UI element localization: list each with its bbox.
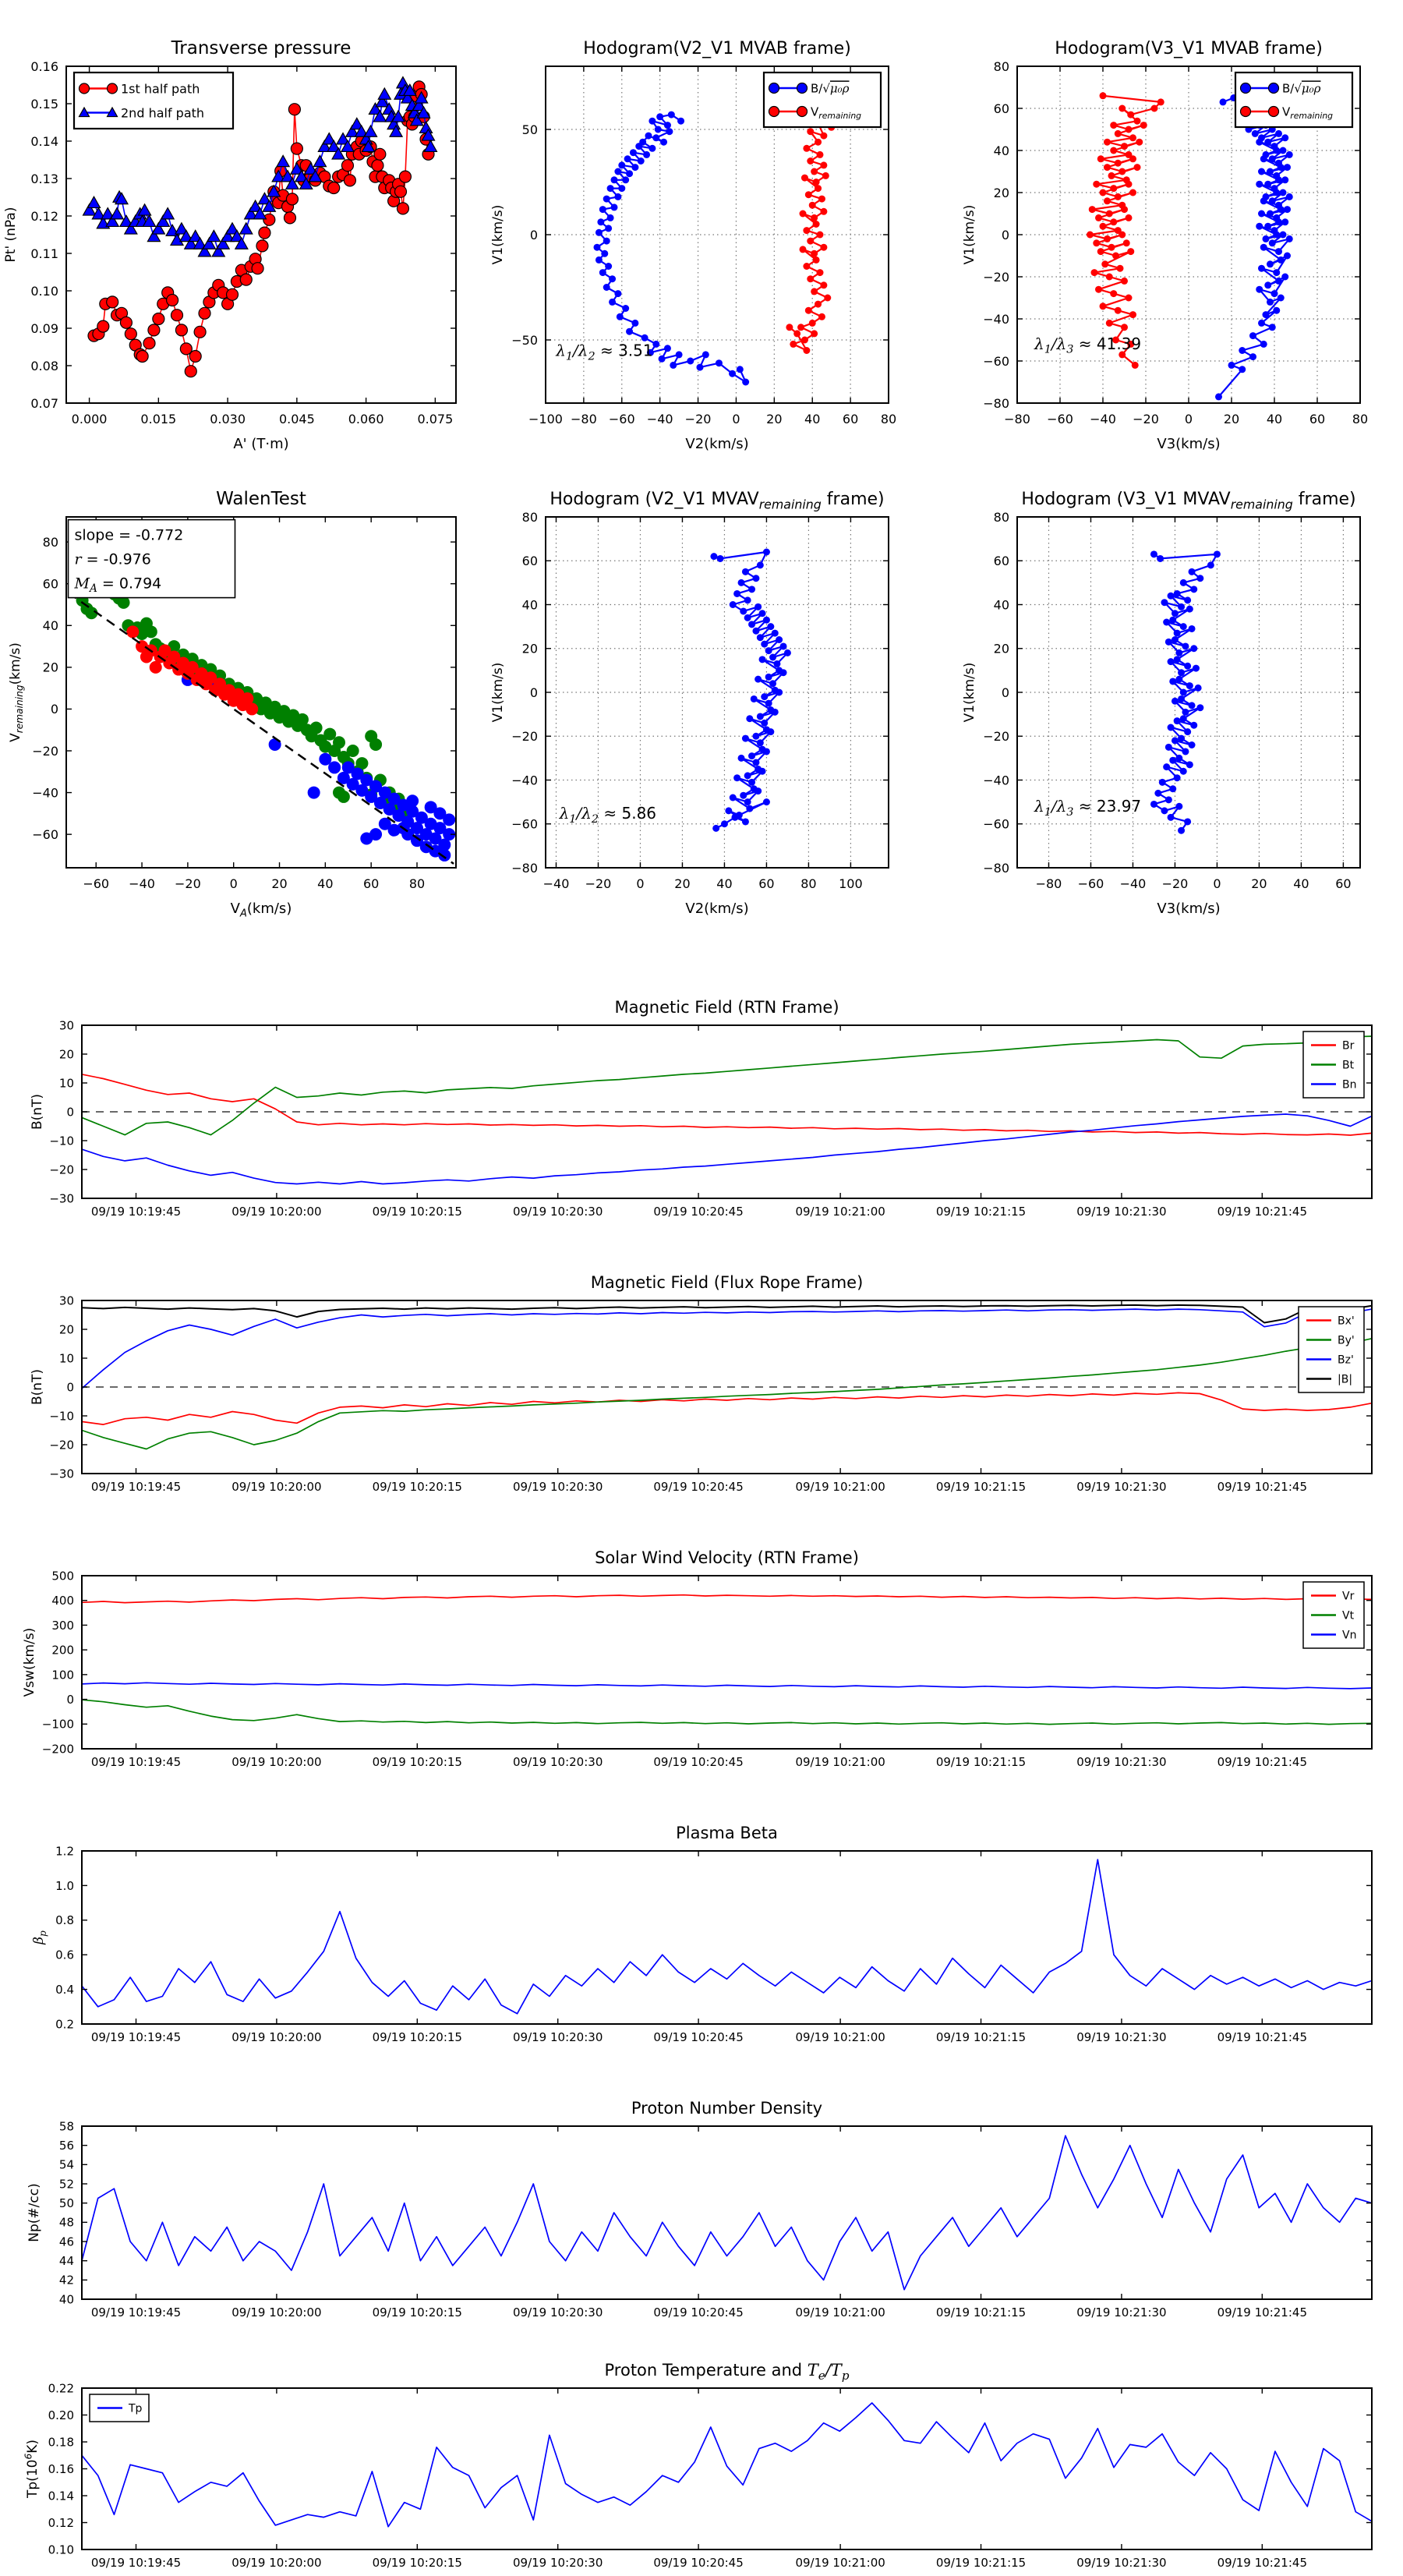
x-tick-label: 09/19 10:21:45 (1217, 2030, 1308, 2044)
y-axis-label: V1(km/s) (490, 662, 506, 723)
y-axis-label: V1(km/s) (962, 204, 977, 265)
y-axis-label: V1(km/s) (962, 662, 977, 723)
y-tick-label: −20 (983, 269, 1009, 285)
y-tick-label: 0 (1001, 227, 1009, 242)
x-tick-label: −20 (585, 876, 612, 891)
y-tick-label: −80 (983, 395, 1009, 411)
y-axis-label: B(nT) (30, 1093, 45, 1131)
x-tick-label: 09/19 10:21:15 (935, 1205, 1027, 1219)
x-tick-label: 0.045 (278, 412, 315, 426)
x-tick-label: 09/19 10:20:45 (653, 1755, 744, 1769)
x-tick-label: 09/19 10:21:00 (795, 2305, 885, 2319)
annotation-line: $M_A = 0.794$ (74, 575, 162, 596)
x-tick-label: 09/19 10:21:45 (1217, 2556, 1308, 2570)
x-tick-label: 09/19 10:21:30 (1076, 1205, 1167, 1219)
x-tick-label: 09/19 10:20:15 (372, 2305, 462, 2319)
y-tick-label: 50 (58, 2196, 74, 2211)
y-tick-label: 54 (58, 2157, 74, 2172)
x-axis-label: V3(km/s) (1157, 901, 1221, 917)
y-axis-label: B(nT) (30, 1368, 45, 1406)
legend-label: Bx' (1338, 1315, 1355, 1328)
legend-label: $V_{remaining}$ (1282, 104, 1334, 121)
x-tick-label: 09/19 10:21:45 (1217, 1480, 1308, 1494)
x-tick-label: 40 (317, 876, 334, 891)
x-tick-label: 0.060 (348, 412, 384, 426)
annotation-text: $\lambda_1/\lambda_3 \approx 23.97$ (1034, 797, 1142, 819)
y-tick-label: 80 (521, 509, 538, 525)
x-tick-label: 09/19 10:19:45 (90, 2556, 182, 2570)
y-tick-label: 0.8 (55, 1913, 74, 1928)
y-tick-label: 0.13 (30, 171, 58, 186)
y-tick-label: 20 (993, 641, 1009, 656)
x-tick-label: 0 (1213, 876, 1221, 891)
panel-title: Hodogram(V2_V1 MVAB frame) (583, 39, 851, 58)
y-tick-label: 0.15 (30, 96, 58, 111)
x-axis-label: $V_A(km/s)$ (230, 901, 292, 920)
y-tick-label: 20 (58, 1047, 74, 1062)
y-axis-label: V1(km/s) (490, 204, 506, 265)
legend-label: Vt (1342, 1609, 1355, 1622)
x-tick-label: 80 (1352, 412, 1369, 426)
y-tick-label: 0.20 (48, 2408, 74, 2422)
x-tick-label: 09/19 10:20:45 (653, 2030, 744, 2044)
y-tick-label: 0 (66, 1692, 74, 1707)
y-tick-label: 0 (529, 227, 538, 242)
x-tick-label: −80 (571, 412, 597, 426)
x-tick-label: 0.075 (417, 412, 454, 426)
x-tick-label: 20 (766, 412, 783, 426)
y-tick-label: 0.6 (55, 1948, 74, 1962)
y-tick-label: 400 (51, 1594, 74, 1608)
y-tick-label: 60 (521, 554, 538, 569)
x-tick-label: 09/19 10:20:30 (513, 1480, 603, 1494)
legend-label: $V_{remaining}$ (811, 104, 862, 121)
x-tick-label: 09/19 10:21:30 (1076, 2556, 1167, 2570)
x-tick-label: 80 (408, 876, 426, 891)
x-tick-label: 09/19 10:21:45 (1217, 1755, 1308, 1769)
y-tick-label: 0 (66, 1105, 74, 1120)
y-tick-label: −30 (49, 1191, 74, 1206)
legend-label: Bn (1342, 1078, 1357, 1092)
y-tick-label: 20 (993, 185, 1009, 200)
y-axis-label: Np(#/cc) (27, 2183, 42, 2242)
x-tick-label: −20 (1133, 412, 1159, 426)
x-tick-label: 09/19 10:20:30 (513, 1755, 603, 1769)
x-tick-label: 80 (880, 412, 897, 426)
y-tick-label: 40 (521, 597, 538, 613)
y-tick-label: −60 (32, 826, 58, 842)
x-tick-label: 09/19 10:21:15 (935, 1755, 1027, 1769)
y-tick-label: −20 (32, 743, 58, 759)
x-tick-label: 60 (1335, 876, 1352, 891)
y-tick-label: −200 (41, 1742, 74, 1757)
x-tick-label: 09/19 10:20:00 (231, 2030, 322, 2044)
y-tick-label: 44 (58, 2254, 74, 2269)
annotation-text: $\lambda_1/\lambda_3 \approx 41.39$ (1034, 334, 1142, 356)
legend-label: Bt (1342, 1059, 1355, 1072)
legend-label: Br (1342, 1039, 1355, 1053)
x-tick-label: 0.015 (140, 412, 177, 426)
legend (1299, 1307, 1364, 1392)
y-tick-label: 0 (66, 1380, 74, 1395)
y-tick-label: 10 (58, 1351, 74, 1366)
y-tick-label: 56 (58, 2139, 74, 2153)
y-tick-label: 48 (58, 2215, 74, 2230)
y-tick-label: 1.0 (55, 1878, 74, 1893)
x-tick-label: 09/19 10:20:00 (231, 1480, 322, 1494)
x-tick-label: 09/19 10:21:45 (1217, 2305, 1308, 2319)
legend-label: By' (1338, 1334, 1355, 1347)
legend-label: Tp (129, 2402, 143, 2415)
legend (764, 73, 881, 127)
y-tick-label: −100 (41, 1717, 74, 1732)
panel-title: Magnetic Field (RTN Frame) (614, 998, 839, 1017)
x-tick-label: 09/19 10:21:30 (1076, 1755, 1167, 1769)
legend (1303, 1582, 1364, 1648)
y-tick-label: 52 (58, 2177, 74, 2192)
y-tick-label: −20 (983, 729, 1009, 745)
x-tick-label: −20 (174, 876, 201, 891)
y-tick-label: 40 (58, 2292, 74, 2307)
legend-label: 1st half path (121, 81, 200, 97)
y-tick-label: 0.22 (48, 2381, 74, 2396)
legend (74, 73, 233, 129)
x-tick-label: 09/19 10:21:45 (1217, 1205, 1308, 1219)
x-tick-label: −20 (1161, 876, 1189, 891)
x-tick-label: 09/19 10:21:30 (1076, 2305, 1167, 2319)
y-tick-label: 20 (42, 660, 58, 675)
legend (90, 2394, 149, 2422)
x-tick-label: 09/19 10:20:00 (231, 1205, 322, 1219)
y-tick-label: 0.2 (55, 2017, 74, 2032)
y-tick-label: −60 (983, 816, 1009, 832)
x-tick-label: 09/19 10:20:15 (372, 2556, 462, 2570)
x-tick-label: 09/19 10:19:45 (90, 2305, 182, 2319)
x-tick-label: −40 (129, 876, 155, 891)
x-tick-label: 40 (1266, 412, 1283, 426)
x-tick-label: 09/19 10:20:45 (653, 1205, 744, 1219)
panel-title: Hodogram(V3_V1 MVAB frame) (1055, 39, 1323, 58)
x-tick-label: −60 (1077, 876, 1104, 891)
y-tick-label: −60 (983, 353, 1009, 369)
legend-label: 2nd half path (121, 105, 205, 121)
y-tick-label: 0.12 (48, 2515, 74, 2530)
annotation-line: r = -0.976 (74, 550, 151, 568)
y-tick-label: 40 (993, 597, 1009, 613)
y-tick-label: 80 (993, 58, 1009, 74)
y-tick-label: 0.14 (30, 133, 58, 149)
x-tick-label: 40 (716, 876, 733, 891)
y-tick-label: −10 (49, 1409, 74, 1424)
x-tick-label: 09/19 10:20:15 (372, 1755, 462, 1769)
y-tick-label: 60 (42, 576, 58, 592)
y-tick-label: 58 (58, 2119, 74, 2134)
x-tick-label: 09/19 10:20:00 (231, 1755, 322, 1769)
y-tick-label: −80 (983, 860, 1009, 876)
y-tick-label: 0.14 (48, 2489, 74, 2503)
x-tick-label: 09/19 10:21:00 (795, 2556, 885, 2570)
y-tick-label: 46 (58, 2235, 74, 2249)
x-tick-label: −40 (1090, 412, 1116, 426)
x-tick-label: 60 (362, 876, 380, 891)
panel-title: Hodogram (V2_V1 $MVAV_{remaining}$ frame) (550, 490, 885, 512)
x-tick-label: 09/19 10:21:30 (1076, 1480, 1167, 1494)
y-axis-label: Vsw(km/s) (22, 1627, 37, 1697)
x-tick-label: 0.030 (210, 412, 246, 426)
legend-label: Vn (1342, 1629, 1357, 1642)
x-tick-label: 09/19 10:20:45 (653, 2305, 744, 2319)
panel-title: Proton Temperature and $T_e/T_p$ (604, 2361, 850, 2383)
x-axis-label: V2(km/s) (685, 901, 749, 917)
x-tick-label: 40 (804, 412, 821, 426)
y-tick-label: 0.07 (30, 395, 58, 411)
x-tick-label: −60 (608, 412, 635, 426)
x-tick-label: 40 (1293, 876, 1309, 891)
y-axis-label: Pt' (nPa) (3, 207, 19, 263)
x-tick-label: 09/19 10:20:30 (513, 1205, 603, 1219)
panel-title: Plasma Beta (676, 1824, 778, 1842)
y-tick-label: −40 (32, 785, 58, 801)
y-tick-label: 40 (42, 618, 58, 634)
annotation-line: slope = -0.772 (74, 526, 184, 544)
x-tick-label: −40 (1119, 876, 1147, 891)
y-axis-label: $V_{remaining}(km/s)$ (8, 642, 26, 742)
y-tick-label: 30 (58, 1018, 74, 1033)
x-tick-label: 20 (271, 876, 288, 891)
y-tick-label: 20 (521, 641, 538, 656)
y-tick-label: −10 (49, 1134, 74, 1148)
x-tick-label: 09/19 10:20:00 (231, 2305, 322, 2319)
y-tick-label: −80 (511, 860, 538, 876)
x-tick-label: −60 (83, 876, 110, 891)
x-tick-label: 09/19 10:21:00 (795, 1205, 885, 1219)
x-tick-label: 09/19 10:19:45 (90, 1480, 182, 1494)
legend-label: B/√μ₀ρ (811, 81, 850, 96)
x-tick-label: 0.000 (71, 412, 108, 426)
y-tick-label: 0.11 (30, 246, 58, 261)
x-axis-label: V2(km/s) (685, 436, 749, 452)
panel-title: Magnetic Field (Flux Rope Frame) (590, 1273, 864, 1292)
x-tick-label: 09/19 10:19:45 (90, 1755, 182, 1769)
x-tick-label: −80 (1035, 876, 1062, 891)
annotation-text: $\lambda_1/\lambda_2 \approx 3.51$ (556, 341, 653, 363)
x-tick-label: 60 (758, 876, 775, 891)
y-tick-label: 40 (993, 143, 1009, 158)
x-tick-label: 09/19 10:20:15 (372, 2030, 462, 2044)
x-tick-label: −100 (528, 412, 563, 426)
x-tick-label: 0 (732, 412, 740, 426)
x-axis-label: V3(km/s) (1157, 436, 1221, 452)
y-tick-label: −50 (511, 332, 538, 348)
x-tick-label: 20 (1251, 876, 1267, 891)
x-tick-label: 20 (674, 876, 691, 891)
x-tick-label: −60 (1047, 412, 1073, 426)
annotation-text: $\lambda_1/\lambda_2 \approx 5.86$ (559, 804, 657, 826)
y-tick-label: 1.2 (55, 1844, 74, 1859)
y-tick-label: 0.09 (30, 320, 58, 336)
y-tick-label: 0.16 (30, 58, 58, 74)
x-tick-label: 60 (1309, 412, 1326, 426)
x-tick-label: −40 (542, 876, 570, 891)
x-tick-label: 09/19 10:20:45 (653, 2556, 744, 2570)
panel-title: Solar Wind Velocity (RTN Frame) (595, 1548, 859, 1567)
x-tick-label: 09/19 10:21:15 (935, 2305, 1027, 2319)
y-tick-label: 500 (51, 1569, 74, 1583)
y-tick-label: 100 (51, 1668, 74, 1683)
y-tick-label: 0 (529, 685, 538, 700)
x-tick-label: 09/19 10:21:15 (935, 1480, 1027, 1494)
legend-label: Vr (1342, 1590, 1355, 1603)
x-tick-label: −80 (1004, 412, 1030, 426)
y-tick-label: −40 (511, 773, 538, 788)
y-axis-label: $Tp(10^6K)$ (23, 2440, 41, 2498)
y-tick-label: 0.16 (48, 2461, 74, 2476)
y-tick-label: 0.18 (48, 2435, 74, 2450)
panel-title: Transverse pressure (171, 38, 352, 58)
x-tick-label: 09/19 10:20:30 (513, 2305, 603, 2319)
x-tick-label: 0 (1184, 412, 1193, 426)
panel-title: WalenTest (216, 489, 306, 509)
x-tick-label: 09/19 10:21:30 (1076, 2030, 1167, 2044)
x-tick-label: 100 (839, 876, 863, 891)
y-tick-label: 0.08 (30, 358, 58, 373)
x-tick-label: 20 (1223, 412, 1240, 426)
panel-title: Proton Number Density (631, 2099, 823, 2118)
x-tick-label: 09/19 10:20:45 (653, 1480, 744, 1494)
y-tick-label: 80 (42, 534, 58, 550)
y-tick-label: 0 (1001, 685, 1009, 700)
y-tick-label: −20 (49, 1162, 74, 1177)
x-tick-label: 09/19 10:21:00 (795, 1480, 885, 1494)
y-tick-label: −60 (511, 816, 538, 832)
x-tick-label: 09/19 10:21:00 (795, 2030, 885, 2044)
y-tick-label: −40 (983, 773, 1009, 788)
y-tick-label: 200 (51, 1643, 74, 1658)
panel-title: Hodogram (V3_V1 $MVAV_{remaining}$ frame) (1021, 490, 1356, 512)
y-tick-label: 60 (993, 101, 1009, 116)
y-tick-label: 10 (58, 1076, 74, 1091)
legend-label: |B| (1338, 1373, 1353, 1386)
y-tick-label: −30 (49, 1467, 74, 1481)
y-tick-label: 0.10 (30, 283, 58, 299)
x-tick-label: 60 (842, 412, 859, 426)
x-tick-label: 0 (229, 876, 238, 891)
y-tick-label: 0.4 (55, 1983, 74, 1997)
y-tick-label: −20 (511, 729, 538, 745)
x-axis-label: A' (T·m) (233, 436, 289, 452)
y-tick-label: 300 (51, 1618, 74, 1633)
x-tick-label: −40 (646, 412, 673, 426)
y-tick-label: 60 (993, 554, 1009, 569)
x-tick-label: 09/19 10:20:00 (231, 2556, 322, 2570)
legend-label: Bz' (1338, 1353, 1354, 1367)
legend-label: B/√μ₀ρ (1282, 81, 1321, 96)
x-tick-label: 09/19 10:20:15 (372, 1480, 462, 1494)
x-tick-label: 09/19 10:21:15 (935, 2556, 1027, 2570)
y-tick-label: 20 (58, 1322, 74, 1337)
y-tick-label: 50 (521, 122, 538, 137)
x-tick-label: 09/19 10:19:45 (90, 2030, 182, 2044)
y-tick-label: 42 (58, 2273, 74, 2288)
y-tick-label: 30 (58, 1293, 74, 1308)
x-tick-label: −20 (684, 412, 712, 426)
x-tick-label: 0 (636, 876, 645, 891)
x-tick-label: 09/19 10:20:30 (513, 2556, 603, 2570)
x-tick-label: 80 (800, 876, 817, 891)
x-tick-label: 09/19 10:19:45 (90, 1205, 182, 1219)
y-tick-label: 0 (50, 702, 58, 717)
x-tick-label: 09/19 10:21:00 (795, 1755, 885, 1769)
legend (1235, 73, 1352, 127)
x-tick-label: 09/19 10:20:15 (372, 1205, 462, 1219)
x-tick-label: 09/19 10:21:15 (935, 2030, 1027, 2044)
y-axis-label: $\beta_p$ (31, 1930, 49, 1944)
y-tick-label: 0.10 (48, 2542, 74, 2557)
annotation (69, 520, 235, 598)
y-tick-label: 80 (993, 509, 1009, 525)
x-tick-label: 09/19 10:20:30 (513, 2030, 603, 2044)
y-tick-label: −20 (49, 1438, 74, 1453)
y-tick-label: 0.12 (30, 208, 58, 224)
legend (1303, 1031, 1364, 1098)
y-tick-label: −40 (983, 311, 1009, 327)
